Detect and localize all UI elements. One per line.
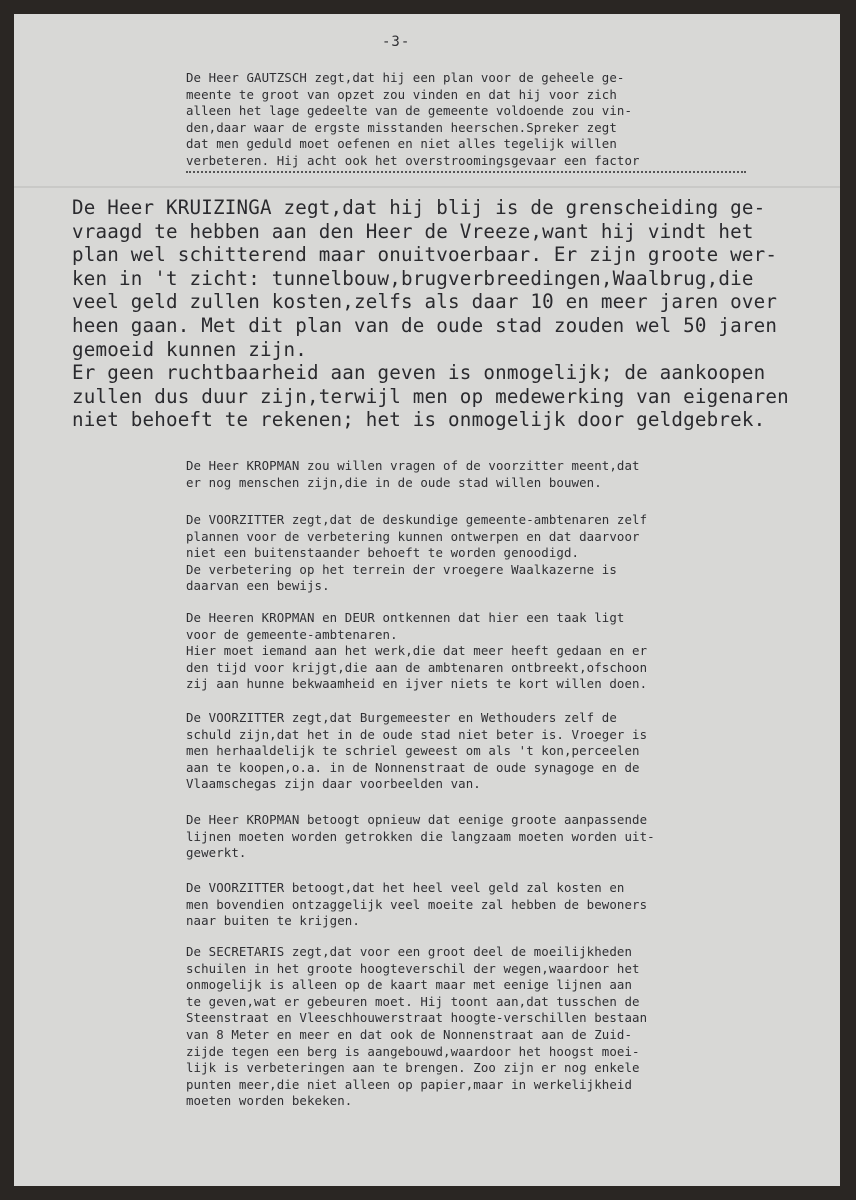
paragraph-voorzitter-3: De VOORZITTER betoogt,dat het heel veel geld zal kosten en men bovendien ontzaggelijk veel moeite zal hebben de bewoners naar buiten te krijgen. xyxy=(186,880,648,929)
paragraph-voorzitter-2: De VOORZITTER zegt,dat Burgemeester en Wethouders zelf de schuld zijn,dat het in de oude stad niet beter is. Vroeger is men herhaaldelijk te schriel geweest om als 't kon,perceelen aan te koopen,o.a. in de Nonnenstraat de oude synagoge en de Vlaamschegas zijn daar voorbeelden van. xyxy=(186,710,648,792)
paragraph-kruizinga: De Heer KRUIZINGA zegt,dat hij blij is de grenscheiding ge- vraagd te hebben aan den Heer de Vreeze,want hij vindt het plan wel schitterend maar onuitvoerbaar. Er zijn groote wer- ken in 't zicht: tunnelbouw,brugverbreedingen,Waalbrug,die veel geld zullen kosten,zelfs als daar 10 en meer jaren over heen gaan. Met dit plan van de oude stad zouden wel 50 jaren gemoeid kunnen zijn. Er geen ruchtbaarheid aan geven is onmogelijk; de aankoopen zullen dus duur zijn,terwijl men op medewerking van eigenaren niet behoeft te rekenen; het is onmogelijk door geldgebrek. xyxy=(72,196,789,432)
paragraph-secretaris: De SECRETARIS zegt,dat voor een groot deel de moeilijkheden schuilen in het groote hoogteverschil der wegen,waardoor het onmogelijk is alleen op de kaart maar met eenige lijnen aan te geven,wat er gebeuren moet. Hij toont aan,dat tusschen de Steenstraat en Vleeschhouwerstraat hoogte-verschillen bestaan van 8 Meter en meer en dat ook de Nonnenstraat aan de Zuid- zijde tegen een berg is aangebouwd,waardoor het hoogst moei- lijk is verbeteringen aan te brengen. Zoo zijn er nog enkele punten meer,die niet alleen op papier,maar in werkelijkheid moeten worden bekeken. xyxy=(186,944,648,1109)
paste-edge xyxy=(14,186,840,188)
page-number: -3- xyxy=(382,34,411,50)
paragraph-kropman-deur: De Heeren KROPMAN en DEUR ontkennen dat hier een taak ligt voor de gemeente-ambtenaren. Hier moet iemand aan het werk,die dat meer heeft gedaan en er den tijd voor krijgt,die aan de ambtenaren ontbreekt,ofschoon zij aan hunne bekwaamheid en ijver niets te kort willen doen. xyxy=(186,610,648,692)
paragraph-kropman-1: De Heer KROPMAN zou willen vragen of de voorzitter meent,dat er nog menschen zijn,die in de oude stad willen bouwen. xyxy=(186,458,640,490)
document-page xyxy=(14,14,840,1186)
cut-off-line xyxy=(186,166,786,176)
paragraph-gautzsch: De Heer GAUTZSCH zegt,dat hij een plan voor de geheele ge- meente te groot van opzet zou vinden en dat hij voor zich alleen het lage gedeelte van de gemeente voldoende zou vin- den,daar waar de ergste misstanden heerschen.Spreker zegt dat men geduld moet oefenen en niet alles tegelijk willen verbeteren. Hij acht ook het overstroomingsgevaar een factor xyxy=(186,70,640,168)
paragraph-kropman-2: De Heer KROPMAN betoogt opnieuw dat eenige groote aanpassende lijnen moeten worden getrokken die langzaam moeten worden uit- gewerkt. xyxy=(186,812,655,861)
paragraph-voorzitter-1: De VOORZITTER zegt,dat de deskundige gemeente-ambtenaren zelf plannen voor de verbetering kunnen ontwerpen en dat daarvoor niet een buitenstaander behoeft te worden genoodigd. De verbetering op het terrein der vroegere Waalkazerne is daarvan een bewijs. xyxy=(186,512,648,594)
